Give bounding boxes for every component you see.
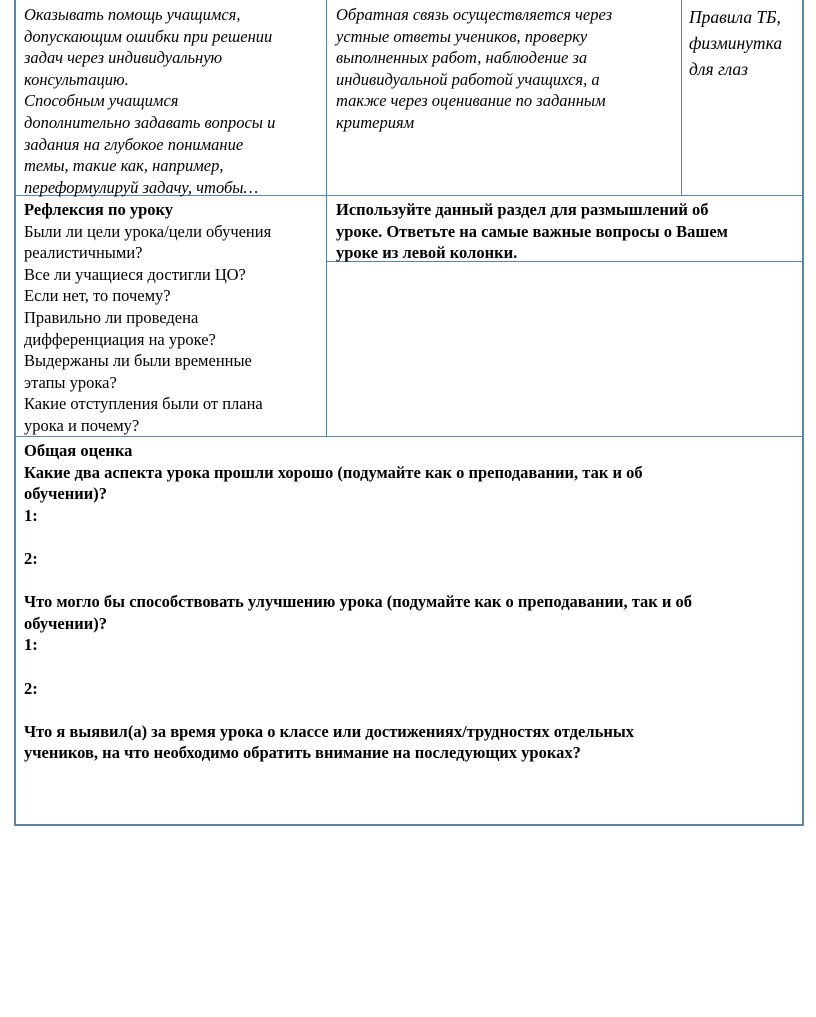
- text-line: консультацию.: [24, 69, 129, 89]
- overall-title: Общая оценка: [24, 441, 133, 460]
- text-line: Используйте данный раздел для размышлений об: [336, 200, 709, 219]
- text-line: допускающим ошибки при решении: [24, 26, 273, 46]
- text-line: переформулируй задачу, чтобы…: [24, 177, 259, 197]
- text-line: Правила ТБ,: [689, 7, 781, 27]
- overall-assessment-cell: [24, 440, 799, 764]
- text-line: дифференциация на уроке?: [24, 329, 216, 349]
- text-line: критериям: [336, 112, 415, 132]
- health-safety-cell: [689, 4, 801, 82]
- reflection-title: Рефлексия по уроку: [24, 200, 174, 219]
- divider: [681, 0, 682, 195]
- text-line: Выдержаны ли были временные: [24, 351, 252, 371]
- text-line: Все ли учащиеся достигли ЦО?: [24, 264, 246, 284]
- text-line: задания на глубокое понимание: [24, 134, 244, 154]
- text-line: уроке. Ответьте на самые важные вопросы о Вашем: [336, 221, 728, 241]
- question-line: Что я выявил(а) за время урока о классе или достижениях/трудностях отдельных: [24, 721, 634, 741]
- text-line: также через оценивание по заданным: [336, 91, 606, 111]
- answer-label: 2:: [24, 548, 38, 568]
- assessment-cell: [336, 4, 676, 134]
- question-line: обучении)?: [24, 484, 108, 504]
- text-line: Правильно ли проведена: [24, 307, 199, 327]
- question-line: обучении)?: [24, 613, 108, 633]
- question-line: учеников, на что необходимо обратить внимание на последующих уроках?: [24, 743, 581, 763]
- text-line: урока и почему?: [24, 415, 140, 435]
- reflection-questions-cell: [24, 199, 324, 437]
- text-line: Были ли цели урока/цели обучения: [24, 221, 272, 241]
- text-line: Оказывать помощь учащимся,: [24, 5, 241, 24]
- question-line: Какие два аспекта урока прошли хорошо (подумайте как о преподавании, так и об: [24, 462, 643, 482]
- reflection-answer-area[interactable]: [328, 263, 802, 435]
- answer-label: 2:: [24, 678, 38, 698]
- text-line: индивидуальной работой учащихся, а: [336, 69, 600, 89]
- text-line: темы, такие как, например,: [24, 156, 224, 176]
- answer-label: 1:: [24, 505, 38, 525]
- text-line: Обратная связь осуществляется через: [336, 5, 613, 24]
- text-line: физминутка: [689, 33, 783, 53]
- text-line: задач через индивидуальную: [24, 48, 223, 68]
- text-line: выполненных работ, наблюдение за: [336, 48, 588, 68]
- reflection-instruction-cell: [336, 199, 796, 264]
- text-line: для глаз: [689, 59, 749, 79]
- question-line: Что могло бы способствовать улучшению урока (подумайте как о преподавании, так и об: [24, 592, 693, 612]
- text-line: дополнительно задавать вопросы и: [24, 112, 276, 132]
- text-line: Какие отступления были от плана: [24, 394, 263, 414]
- text-line: устные ответы учеников, проверку: [336, 26, 588, 46]
- divider: [326, 0, 327, 437]
- text-line: Способным учащимся: [24, 91, 179, 111]
- text-line: этапы урока?: [24, 372, 117, 392]
- differentiation-cell: [24, 4, 324, 198]
- text-line: Если нет, то почему?: [24, 286, 171, 306]
- text-line: уроке из левой колонки.: [336, 243, 518, 263]
- answer-label: 1:: [24, 635, 38, 655]
- text-line: реалистичными?: [24, 243, 143, 263]
